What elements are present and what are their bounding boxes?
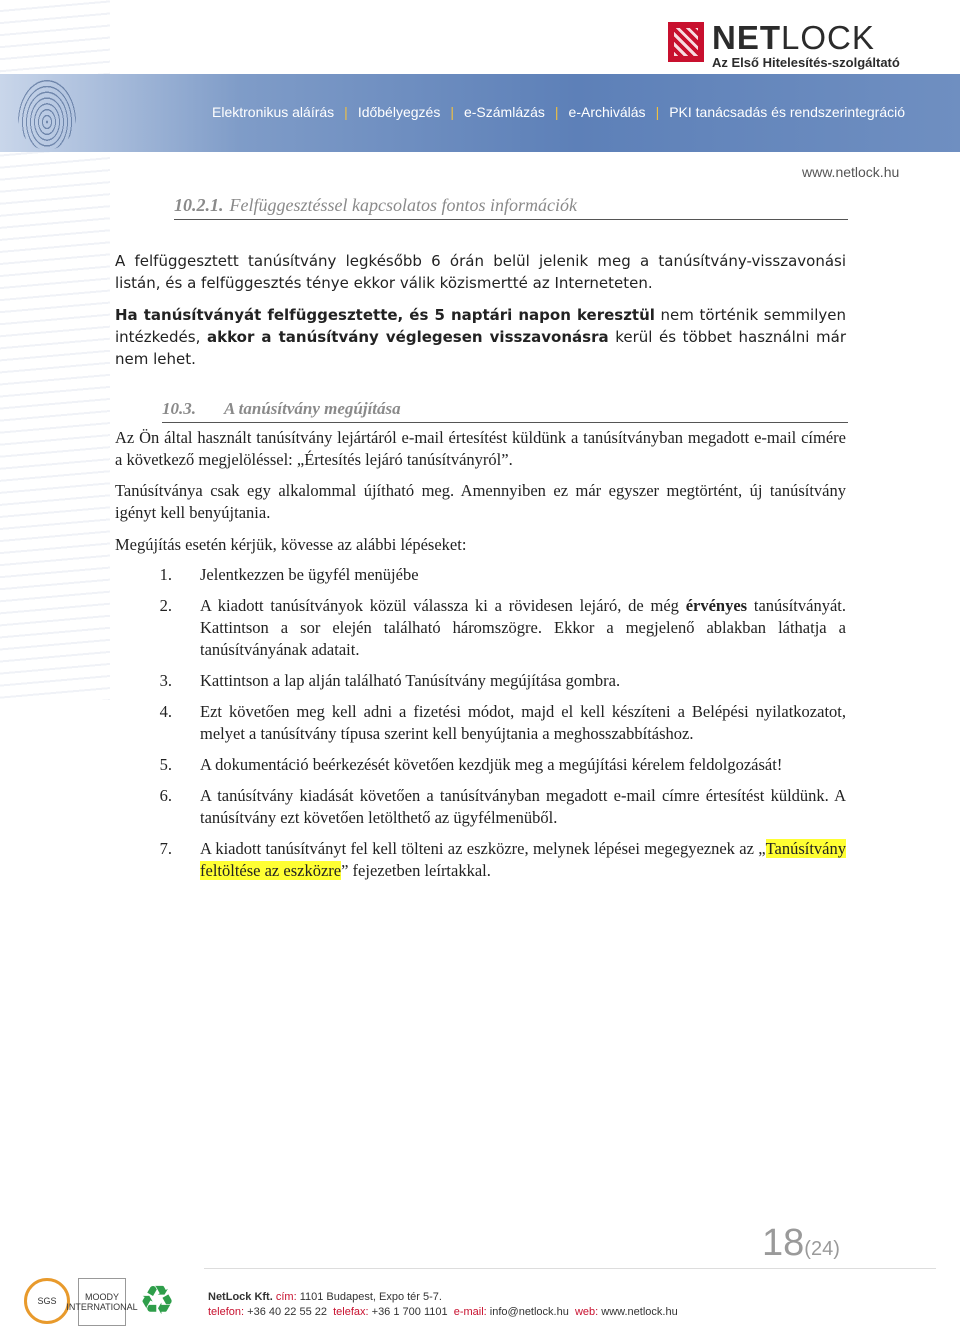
netlock-logo[interactable]: [668, 19, 900, 70]
list-item: 6. A tanúsítvány kiadását követően a tanúsítványban megadott e-mail címre értesítést küldünk. A tanúsítvány ezt követően letölthető az ügyfélmenüből.: [159, 786, 846, 827]
section-heading-suspension: 10.2.1. Felfüggesztéssel kapcsolatos fontos információk: [174, 195, 848, 220]
section-heading-renewal: 10.3. A tanúsítvány megújítása: [162, 399, 848, 423]
logo-tagline: Az Első Hitelesítés-szolgáltató: [712, 55, 900, 70]
web-link[interactable]: www.netlock.hu: [601, 1306, 678, 1318]
sgs-badge-icon: SGS: [24, 1278, 70, 1324]
website-link[interactable]: www.netlock.hu: [802, 164, 900, 180]
nav-item-idobelyegzes[interactable]: Időbélyegzés: [357, 104, 441, 120]
nav-separator: |: [554, 104, 559, 120]
renewal-steps-list: [115, 564, 846, 891]
service-nav: [212, 104, 905, 120]
list-item: 7. A kiadott tanúsítványt fel kell tölteni az eszközre, melynek lépései megegyeznek az „Tanúsítvány feltöltése az eszközre” fejezetben leírtakkal.: [159, 839, 846, 880]
suspension-paragraph-1: A felfüggesztett tanúsítvány legkésőbb 6 órán belül jelenik meg a tanúsítvány-visszavonási listán, és a felfüggesztés ténye ekkor válik közismertté az Interneteten.: [115, 252, 846, 292]
nav-item-szamlazas[interactable]: e-Számlázás: [463, 104, 545, 120]
page-number: 18(24): [762, 1222, 840, 1264]
fingerprint-icon: [18, 80, 76, 150]
chapter-link-highlight[interactable]: Tanúsítvány feltöltése az eszközre: [200, 839, 846, 880]
suspension-paragraph-2: Ha tanúsítványát felfüggesztette, és 5 naptári napon keresztül nem történik semmilyen intézkedés, akkor a tanúsítvány véglegesen visszavonásra kerül és többet használni már nem lehet.: [115, 306, 847, 368]
nav-separator: |: [655, 104, 660, 120]
netlock-logo-icon: [668, 22, 704, 62]
fax: +36 1 700 1101: [371, 1306, 448, 1318]
list-item: 5. A dokumentáció beérkezését követően kezdjük meg a megújítási kérelem feldolgozását!: [159, 755, 783, 774]
company-name: NetLock Kft.: [208, 1291, 273, 1303]
recycle-icon: ♻: [139, 1279, 175, 1323]
phone: +36 40 22 55 22: [247, 1306, 327, 1318]
renewal-paragraph-3: Megújítás esetén kérjük, kövesse az alábbi lépéseket:: [115, 535, 467, 554]
nav-separator: |: [344, 104, 348, 120]
logo-name: NETLOCK: [712, 19, 875, 56]
footer-divider: [204, 1268, 936, 1269]
certification-badges: [24, 1278, 180, 1326]
list-item: 4. Ezt követően meg kell adni a fizetési módot, majd el kell készíteni a Belépési nyilatkozatot, melyet a tanúsítvány típusa szerint kell benyújtania a meghosszabbításhoz.: [159, 702, 846, 743]
nav-item-archivalas[interactable]: e-Archiválás: [568, 104, 646, 120]
nav-separator: |: [450, 104, 454, 120]
moody-badge-icon: MOODY INTERNATIONAL: [78, 1278, 126, 1326]
nav-item-alairas[interactable]: Elektronikus aláírás: [212, 104, 335, 120]
list-item: 1. Jelentkezzen be ügyfél menüjébe: [159, 565, 419, 584]
email-link[interactable]: info@netlock.hu: [489, 1306, 569, 1318]
address: 1101 Budapest, Expo tér 5-7.: [299, 1291, 442, 1303]
renewal-paragraph-1: Az Ön által használt tanúsítvány lejártáról e-mail értesítést küldünk a tanúsítványban megadott e-mail címére a következő megjelöléssel: „Értesítés lejáró tanúsítványról”.: [115, 428, 846, 469]
list-item: 3. Kattintson a lap alján található Tanúsítvány megújítása gombra.: [159, 671, 621, 690]
list-item: 2. A kiadott tanúsítványok közül válassza ki a rövidesen lejáró, de még érvényes tanúsítványát. Kattintson a sor elején található háromszögre. Ekkor a megjelenő ablakban láthatja a tanúsítványának adatait.: [159, 596, 846, 659]
footer-contact: NetLock Kft. cím: 1101 Budapest, Expo tér 5-7. telefon: +36 40 22 55 22 telefax: +36 1 700 1101 e-mail: info@netlock.hu web: www.netlock.hu: [208, 1291, 678, 1318]
renewal-paragraph-2: Tanúsítványa csak egy alkalommal újítható meg. Amennyiben ez már egyszer megtörtént, új tanúsítvány igényt kell benyújtania.: [115, 481, 846, 522]
nav-item-pki[interactable]: PKI tanácsadás és rendszerintegráció: [669, 104, 906, 120]
